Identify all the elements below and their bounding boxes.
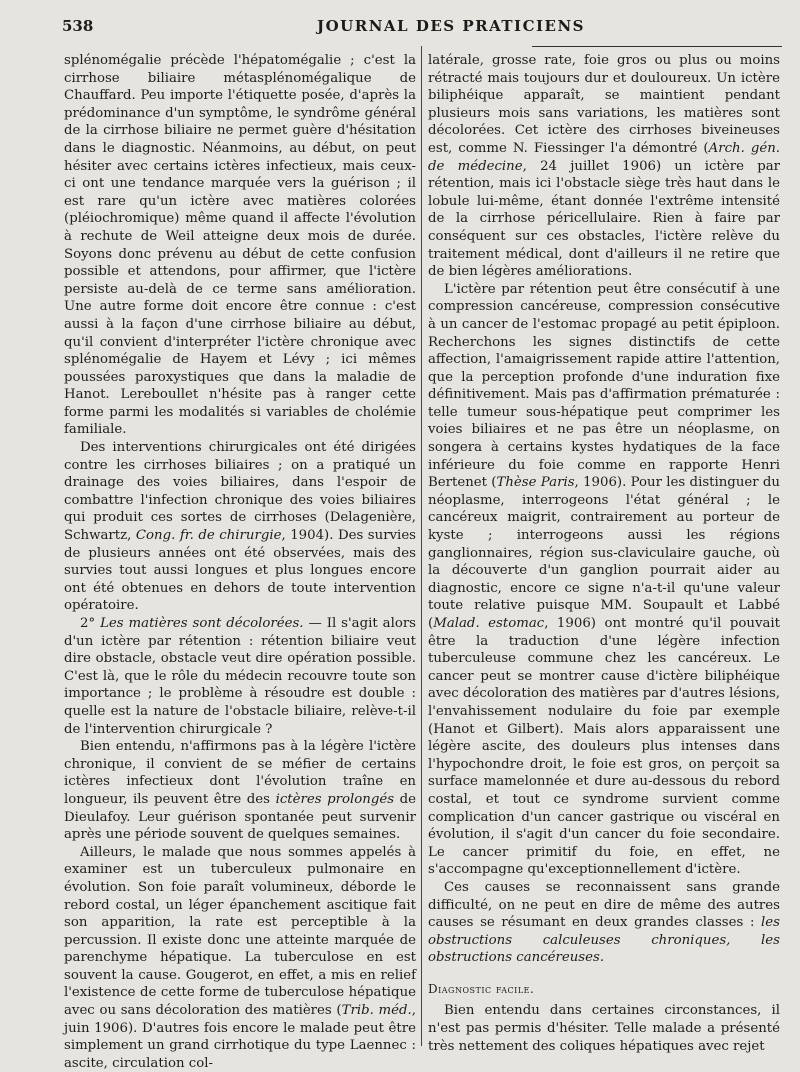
page-number: 538 <box>62 17 94 35</box>
term: ictères prolongés <box>275 791 395 807</box>
paragraph: latérale, grosse rate, foie gros ou plus ou moins rétracté mais toujours dur et douloureux. Un ictère biliphéique apparaît, se maintient pendant plusieurs mois sans variations, les matières sont décolorées. Cet ictère des cirrhoses biveineuses est, comme N. Fiessinger l'a démontré (Arch. gén. de médecine, 24 juillet 1906) un ictère par rétention, mais ici l'obstacle siège très haut dans le lobule lui-même, étant donnée l'extrême intensité de la cirrhose péricellulaire. Rien à faire par conséquent sur ces obstacles, l'ictère relève du traitement médical, dont d'ailleurs il ne retire que de bien légères améliorations. <box>428 53 780 280</box>
left-column <box>64 52 417 1071</box>
section-heading: Diagnostic facile. <box>428 981 535 996</box>
paragraph: L'ictère par rétention peut être consécutif à une compression cancéreuse, compression consécutive à un cancer de l'estomac propagé au petit épiploon. Recherchons les signes distinctifs de cette affection, l'amaigrissement rapide attire l'attention, que la perception profonde d'une induration fixe définitivement. Mais pas d'affirmation prématurée : telle tumeur sous-hépatique peut comprimer les voies biliaires et ne pas être un néoplasme, on songera à certains kystes hydatiques de la face inférieure du foie comme en rapporte Henri Bertenet (Thèse Paris, 1906). Pour les distinguer du néoplasme, interrogeons l'état général ; le cancéreux maigrit, contrairement au porteur de kyste ; interrogeons aussi les régions ganglionnaires, région sus-claviculaire gauche, où la découverte d'un ganglion pourrait aider au diagnostic, encore ce signe n'a-t-il qu'une valeur toute relative puisque MM. Soupault et Labbé (Malad. estomac, 1906) ont montré qu'il pouvait être la traduction d'une légère infection tuberculeuse commune chez les cancéreux. Le cancer peut se montrer cause d'ictère biliphéique avec décoloration des matières par d'autres lésions, l'envahissement nodulaire du foie par exemple (Hanot et Gilbert). Mais alors apparaissent une légère ascite, des douleurs plus intenses dans l'hypochondre droit, le foie est gros, on perçoit sa surface mamelonnée et dure au-dessous du rebord costal, et tout ce syndrome survient comme complication d'un cancer gastrique ou viscéral en évolution, il s'agit d'un cancer du foie secondaire. Le cancer primitif du foie, en effet, ne s'accompagne qu'exceptionnellement d'ictère. <box>428 281 780 878</box>
citation: Cong. fr. de chirurgie <box>135 528 282 544</box>
citation: Trib. méd. <box>341 1003 412 1019</box>
term: les obstructions calculeuses chroniques, les obstructions cancéreuses. <box>428 915 780 966</box>
section-title: Les matières sont décolorées. <box>100 616 304 631</box>
paragraph: Bien entendu, n'affirmons pas à la légère l'ictère chronique, il convient de se méfier de certains ictères infectieux dont l'évolution traîne en longueur, ils peuvent être des ictères prolongés de Dieulafoy. Leur guérison spontanée peut survenir après une période souvent de quelques semaines. <box>64 739 416 843</box>
journal-title: JOURNAL DES PRATICIENS <box>317 17 585 35</box>
citation: Malad. estomac <box>433 616 545 631</box>
right-column <box>428 52 780 1052</box>
column-divider <box>421 46 422 1046</box>
paragraph: 2° Les matières sont décolorées. — Il s'agit alors d'un ictère par rétention : rétention biliaire veut dire obstacle, obstacle veut dire opération possible. C'est là, que le rôle du médecin recouvre toute son importance ; le problème à résoudre est double : quelle est la nature de l'obstacle biliaire, relève-t-il de l'intervention chirurgicale ? <box>64 616 417 737</box>
paragraph: Ces causes se reconnaissent sans grande difficulté, on ne peut en dire de même des autres causes se résumant en deux grandes classes : les obstructions calculeuses chroniques, les obstructions cancéreuses. <box>428 879 780 966</box>
paragraph: Des interventions chirurgicales ont été dirigées contre les cirrhoses biliaires ; on a pratiqué un drainage des voies biliaires, dans l'espoir de combattre l'infection chronique des voies biliaires qui produit ces sortes de cirrhoses (Delagenière, Schwartz, Cong. fr. de chirurgie, 1904). Des survies de plusieurs années ont été observées, mais des survies tout aussi longues et plus longues encore ont été obtenues en dehors de toute intervention opératoire. <box>64 440 417 614</box>
paragraph: Ailleurs, le malade que nous sommes appelés à examiner est un tuberculeux pulmonaire en évolution. Son foie paraît volumineux, déborde le rebord costal, un léger épanchement ascitique fait son apparition, la rate est perceptible à la percussion. Il existe donc une atteinte marquée de parenchyme hépatique. La tuberculose en est souvent la cause. Gougerot, en effet, a mis en relief l'existence de cette forme de tuberculose hépatique avec ou sans décoloration des matières (Trib. méd., juin 1906). D'autres fois encore le malade peut être simplement un grand cirrhotique du type Laennec : ascite, circulation col- <box>64 844 416 1071</box>
citation: Arch. gén. de médecine <box>428 140 780 174</box>
page-header <box>62 14 782 40</box>
citation: Thèse Paris <box>496 475 575 491</box>
paragraph: Bien entendu dans certaines circonstances, il n'est pas permis d'hésiter. Telle malade a présenté très nettement des coliques hépatiques avec rejet <box>428 1003 780 1054</box>
paragraph: splénomégalie précède l'hépatomégalie ; c'est la cirrhose biliaire métasplénomégalique de Chauffard. Peu importe l'étiquette posée, d'après la prédominance d'un symptôme, le syndrôme général de la cirrhose biliaire ne permet guère d'hésitation dans le diagnostic. Néanmoins, au début, on peut hésiter avec certains ictères infectieux, mais ceux-ci ont une tendance marquée vers la guérison ; il est rare qu'un ictère avec matières colorées (pléiochromique) même quand il affecte l'évolution à rechute de Weil atteigne deux mois de durée. Soyons donc prévenu au début de cette confusion possible et attendons, pour affirmer, que l'ictère persiste au-delà de ce terme sans amélioration. Une autre forme doit encore être connue : c'est aussi à la façon d'une cirrhose biliaire au début, qu'il convient d'interpréter l'ictère chronique avec splénomégalie de Hayem et Lévy ; ici mêmes poussées paroxystiques que dans la maladie de Hanot. Lereboullet n'hésite pas à ranger cette forme parmi les modalités si variables de cholémie familiale. <box>64 53 416 438</box>
header-rule <box>532 46 782 47</box>
